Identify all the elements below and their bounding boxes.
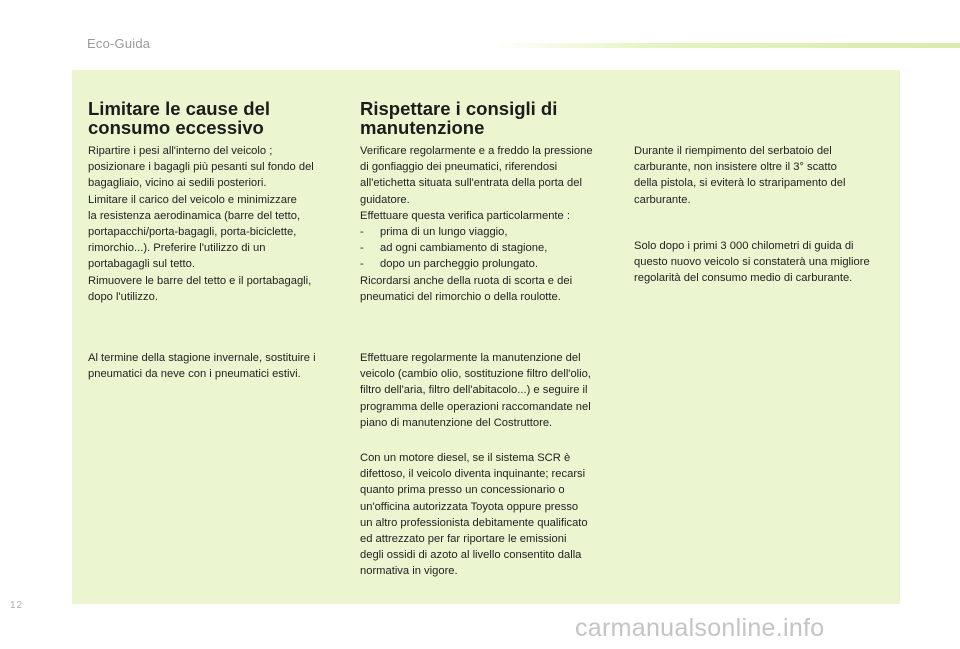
text-line: la resistenza aerodinamica (barre del tetto, xyxy=(88,209,301,222)
text-line: posizionare i bagagli più pesanti sul fondo del xyxy=(88,161,314,174)
text-line: guidatore. xyxy=(360,193,410,206)
paragraph-refuelling xyxy=(634,143,896,208)
text-line: di gonfiaggio dei pneumatici, riferendosi xyxy=(360,161,558,174)
text-line: carburante, non insistere oltre il 3° scatto xyxy=(634,161,837,174)
paragraph-tyre-pressure xyxy=(360,143,616,224)
list-item: - prima di un lungo viaggio, xyxy=(360,224,616,240)
heading-line: consumo eccessivo xyxy=(88,117,264,138)
text-line: all'etichetta situata sull'entrata della porta del xyxy=(360,177,582,190)
text-line: bagagliaio, vicino ai sedili posteriori. xyxy=(88,177,267,190)
text-line: rimorchio...). Preferire l'utilizzo di un xyxy=(88,242,266,255)
text-line: un altro professionista debitamente qualificato xyxy=(360,516,588,529)
text-line: Limitare il carico del veicolo e minimizzare xyxy=(88,193,297,206)
text-line: pneumatici del rimorchio o della roulotte. xyxy=(360,290,561,303)
text-line: regolarità del consumo medio di carburante. xyxy=(634,272,853,285)
text-line: difettoso, il veicolo diventa inquinante; recarsi xyxy=(360,468,586,481)
heading-line: Limitare le cause del xyxy=(88,98,271,119)
text-line: normativa in vigore. xyxy=(360,565,458,578)
text-line: Al termine della stagione invernale, sostituire i xyxy=(88,352,316,364)
page-header-title: Eco-Guida xyxy=(87,36,151,51)
text-line: dopo l'utilizzo. xyxy=(88,290,158,303)
text-line: Con un motore diesel, se il sistema SCR è xyxy=(360,452,571,464)
heading-line: Rispettare i consigli di xyxy=(360,98,558,119)
section-heading-maintenance xyxy=(360,99,616,137)
text-line: Verificare regolarmente e a freddo la pressione xyxy=(360,145,593,157)
text-line: Durante il riempimento del serbatoio del xyxy=(634,145,832,157)
tyre-pressure-block xyxy=(360,143,616,305)
paragraph-weight-distribution xyxy=(88,143,340,305)
text-line: Ripartire i pesi all'interno del veicolo ; xyxy=(88,145,273,157)
list-item: - ad ogni cambiamento di stagione, xyxy=(360,240,616,256)
text-line: filtro dell'aria, filtro dell'abitacolo...) e seguire il xyxy=(360,384,588,397)
text-line: Effettuare regolarmente la manutenzione del xyxy=(360,352,581,364)
text-line: Solo dopo i primi 3 000 chilometri di guida di xyxy=(634,240,854,252)
text-line: portapacchi/porta-bagagli, porta-biciclette, xyxy=(88,226,297,239)
text-line: piano di manutenzione del Costruttore. xyxy=(360,416,553,429)
text-line: veicolo (cambio olio, sostituzione filtro dell'olio, xyxy=(360,368,591,381)
text-line: carburante. xyxy=(634,193,691,206)
text-line: Effettuare questa verifica particolarmente : xyxy=(360,209,570,222)
text-line: portabagagli sul tetto. xyxy=(88,258,195,271)
text-line: quanto prima presso un concessionario o xyxy=(360,484,565,497)
paragraph-spare-wheel xyxy=(360,273,616,305)
text-line: Ricordarsi anche della ruota di scorta e dei xyxy=(360,274,573,287)
text-line: degli ossidi di azoto al livello consentito dalla xyxy=(360,549,582,562)
text-line: un'officina autorizzata Toyota oppure presso xyxy=(360,500,579,513)
text-line: questo nuovo veicolo si constaterà una migliore xyxy=(634,256,870,269)
paragraph-service-schedule xyxy=(360,350,616,431)
text-line: pneumatici da neve con i pneumatici estivi. xyxy=(88,368,301,381)
heading-line: manutenzione xyxy=(360,117,485,138)
watermark-text: carmanualsonline.info xyxy=(575,614,825,642)
text-line: programma delle operazioni raccomandate nel xyxy=(360,400,591,413)
pressure-check-list xyxy=(360,224,616,273)
list-item: - dopo un parcheggio prolungato. xyxy=(360,256,616,272)
paragraph-first-3000km xyxy=(634,238,896,287)
section-heading-consumption xyxy=(88,99,340,137)
text-line: Rimuovere le barre del tetto e il portabagagli, xyxy=(88,274,312,287)
text-line: della pistola, si eviterà lo straripamento del xyxy=(634,177,846,190)
paragraph-winter-tyres xyxy=(88,350,340,382)
text-line: ed attrezzato per far riportare le emissioni xyxy=(360,533,567,546)
paragraph-scr-diesel xyxy=(360,450,616,580)
header-decorative-bar xyxy=(490,43,960,48)
page-number: 12 xyxy=(10,600,24,611)
